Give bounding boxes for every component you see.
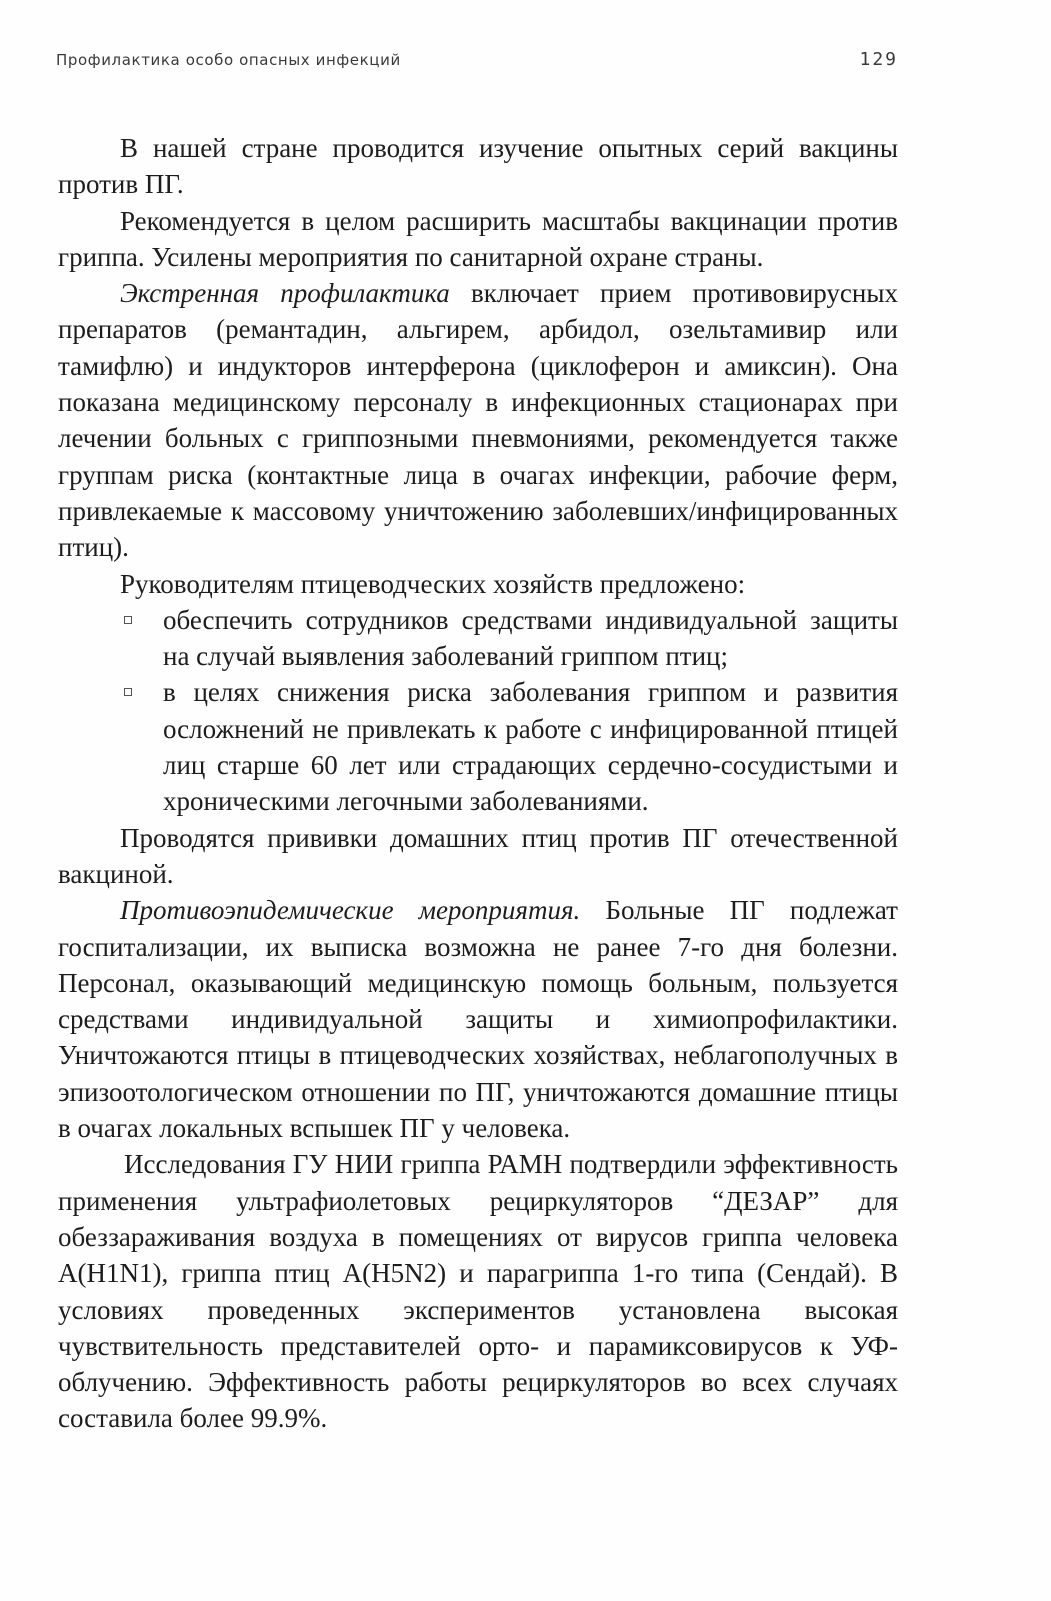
paragraph-poultry-managers: Руководителям птицеводческих хозяйств предложено: xyxy=(120,568,746,599)
list-item xyxy=(58,602,898,675)
list-item xyxy=(58,674,898,819)
page-body xyxy=(58,130,898,1437)
page-number: 129 xyxy=(859,49,898,70)
running-header-title: Профилактика особо опасных инфекций xyxy=(56,51,401,69)
paragraph-emergency-prophylaxis xyxy=(58,275,898,565)
paragraph-antiepidemic-measures xyxy=(58,892,898,1146)
antiepidemic-measures-term: Противоэпидемические мероприятия. xyxy=(120,895,581,926)
running-header xyxy=(56,49,898,70)
emergency-prophylaxis-term: Экстренная профилактика xyxy=(120,278,450,309)
list-item-text: в целях снижения риска заболевания гриппом и развития осложнений не привлекать к работе с инфицированной птицей лиц старше 60 лет или страдающих сердечно-сосудистыми и хроническими легочными заболеваниями. xyxy=(163,677,898,817)
paragraph-uv-recirculators: Исследования ГУ НИИ гриппа РАМН подтвердили эффективность применения ультрафиолетовых рециркуляторов “ДЕЗАР” для обеззараживания воздуха в помещениях от вирусов гриппа человека A(H1N1), гриппа птиц A(H5N2) и парагриппа 1-го типа (Сендай). В условиях проведенных экспериментов установлена высокая чувствительность представителей орто- и парамиксовирусов к УФ-облучению. Эффективность работы рециркуляторов во всех случаях составила более 99.9%. xyxy=(58,1149,898,1434)
list-item-text: обеспечить сотрудников средствами индивидуальной защиты на случай выявления заболеваний гриппом птиц; xyxy=(163,604,898,672)
square-bullet-icon xyxy=(124,616,132,624)
paragraph-vaccination-scale: Рекомендуется в целом расширить масштабы вакцинации против гриппа. Усилены мероприятия по санитарной охране страны. xyxy=(58,205,898,272)
square-bullet-icon xyxy=(124,688,132,696)
emergency-prophylaxis-text: включает прием противовирусных препаратов (ремантадин, альгирем, арбидол, озельтамивир или тамифлю) и индукторов интерферона (циклоферон и амиксин). Она показана медицинскому персоналу в инфекционных стационарах при лечении больных с гриппозными пневмониями, рекомендуется также группам риска (контактные лица в очагах инфекции, рабочие ферм, привлекаемые к массовому уничтожению заболевших/инфицированных птиц). xyxy=(58,278,899,563)
recommendations-list xyxy=(58,602,898,820)
paragraph-vaccine-study: В нашей стране проводится изучение опытных серий вакцины против ПГ. xyxy=(58,133,898,200)
antiepidemic-measures-text: Больные ПГ подлежат госпитализации, их выписка возможна не ранее 7-го дня болезни. Персонал, оказывающий медицинскую помощь больным, пользуется средствами индивидуальной защиты и химиопрофилактики. Уничтожаются птицы в птицеводческих хозяйствах, неблагополучных в эпизоотологическом отношении по ПГ, уничтожаются домашние птицы в очагах локальных вспышек ПГ у человека. xyxy=(58,895,898,1144)
paragraph-poultry-vaccination: Проводятся прививки домашних птиц против ПГ отечественной вакциной. xyxy=(58,822,898,889)
